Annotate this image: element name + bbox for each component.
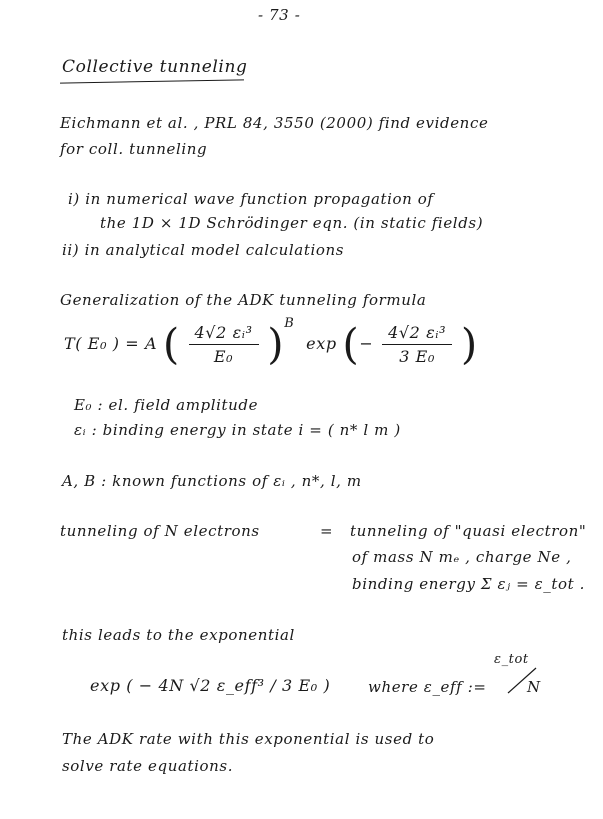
exponent-b: B [284,316,295,331]
definition-ab: A, B : known functions of εᵢ , n*, l, m [62,472,362,490]
reference-line-cont: for coll. tunneling [60,140,208,158]
list-item-i: i) in numerical wave function propagation of [68,190,434,208]
eps-tot-numerator: ε_tot [494,652,529,667]
fraction-2-numerator: 4√2 εᵢ³ [382,323,452,345]
leads-line: this leads to the exponential [62,626,295,644]
list-item-ii: ii) in analytical model calculations [62,241,345,259]
page-title: Collective tunneling [62,57,248,77]
quasi-electron-line: tunneling of "quasi electron" [350,522,587,540]
right-paren-2: ) [460,319,478,369]
reference-line: Eichmann et al. , PRL 84, 3550 (2000) find evidence [60,114,489,132]
quasi-electron-energy: binding energy Σ εⱼ = ε_tot . [352,575,585,593]
quasi-electron-mass: of mass N mₑ , charge Ne , [352,548,572,566]
adk-formula: T( E₀ ) = A ( $\frac{\text{4√2 εᵢ³}}{\text{E₀}}$ )$^B$ exp (− $\frac{\text{4√2 εᵢ³}}{\text{3 E₀}}$ ) [64,316,478,369]
exp-word: exp [306,334,337,353]
conclusion-line-cont: solve rate equations. [62,757,234,775]
tunneling-line: tunneling of N electrons [60,522,260,540]
equals-sign: = [320,522,334,540]
where-definition: where ε_eff := [368,678,487,696]
list-item-i-cont: the 1D × 1D Schrödinger eqn. (in static fields) [100,214,484,232]
conclusion-line: The ADK rate with this exponential is used to [62,730,435,748]
exponential-formula: exp ( − 4N √2 ε_eff³ / 3 E₀ ) [90,676,331,695]
right-paren: ) [267,319,285,369]
left-paren: ( [162,319,180,369]
generalization-line: Generalization of the ADK tunneling formula [60,291,427,309]
formula-lhs: T( E₀ ) = A [64,334,158,353]
page-number: - 73 - [258,6,301,24]
fraction-2-denominator: 3 E₀ [399,347,435,366]
definition-epsilon: εᵢ : binding energy in state i = ( n* l m ) [74,421,401,439]
fraction-1-numerator: 4√2 εᵢ³ [189,323,259,345]
n-denominator: N [527,678,541,696]
definition-e0: E₀ : el. field amplitude [74,396,259,414]
fraction-1-denominator: E₀ [213,347,234,366]
left-paren-2: ( [342,319,360,369]
